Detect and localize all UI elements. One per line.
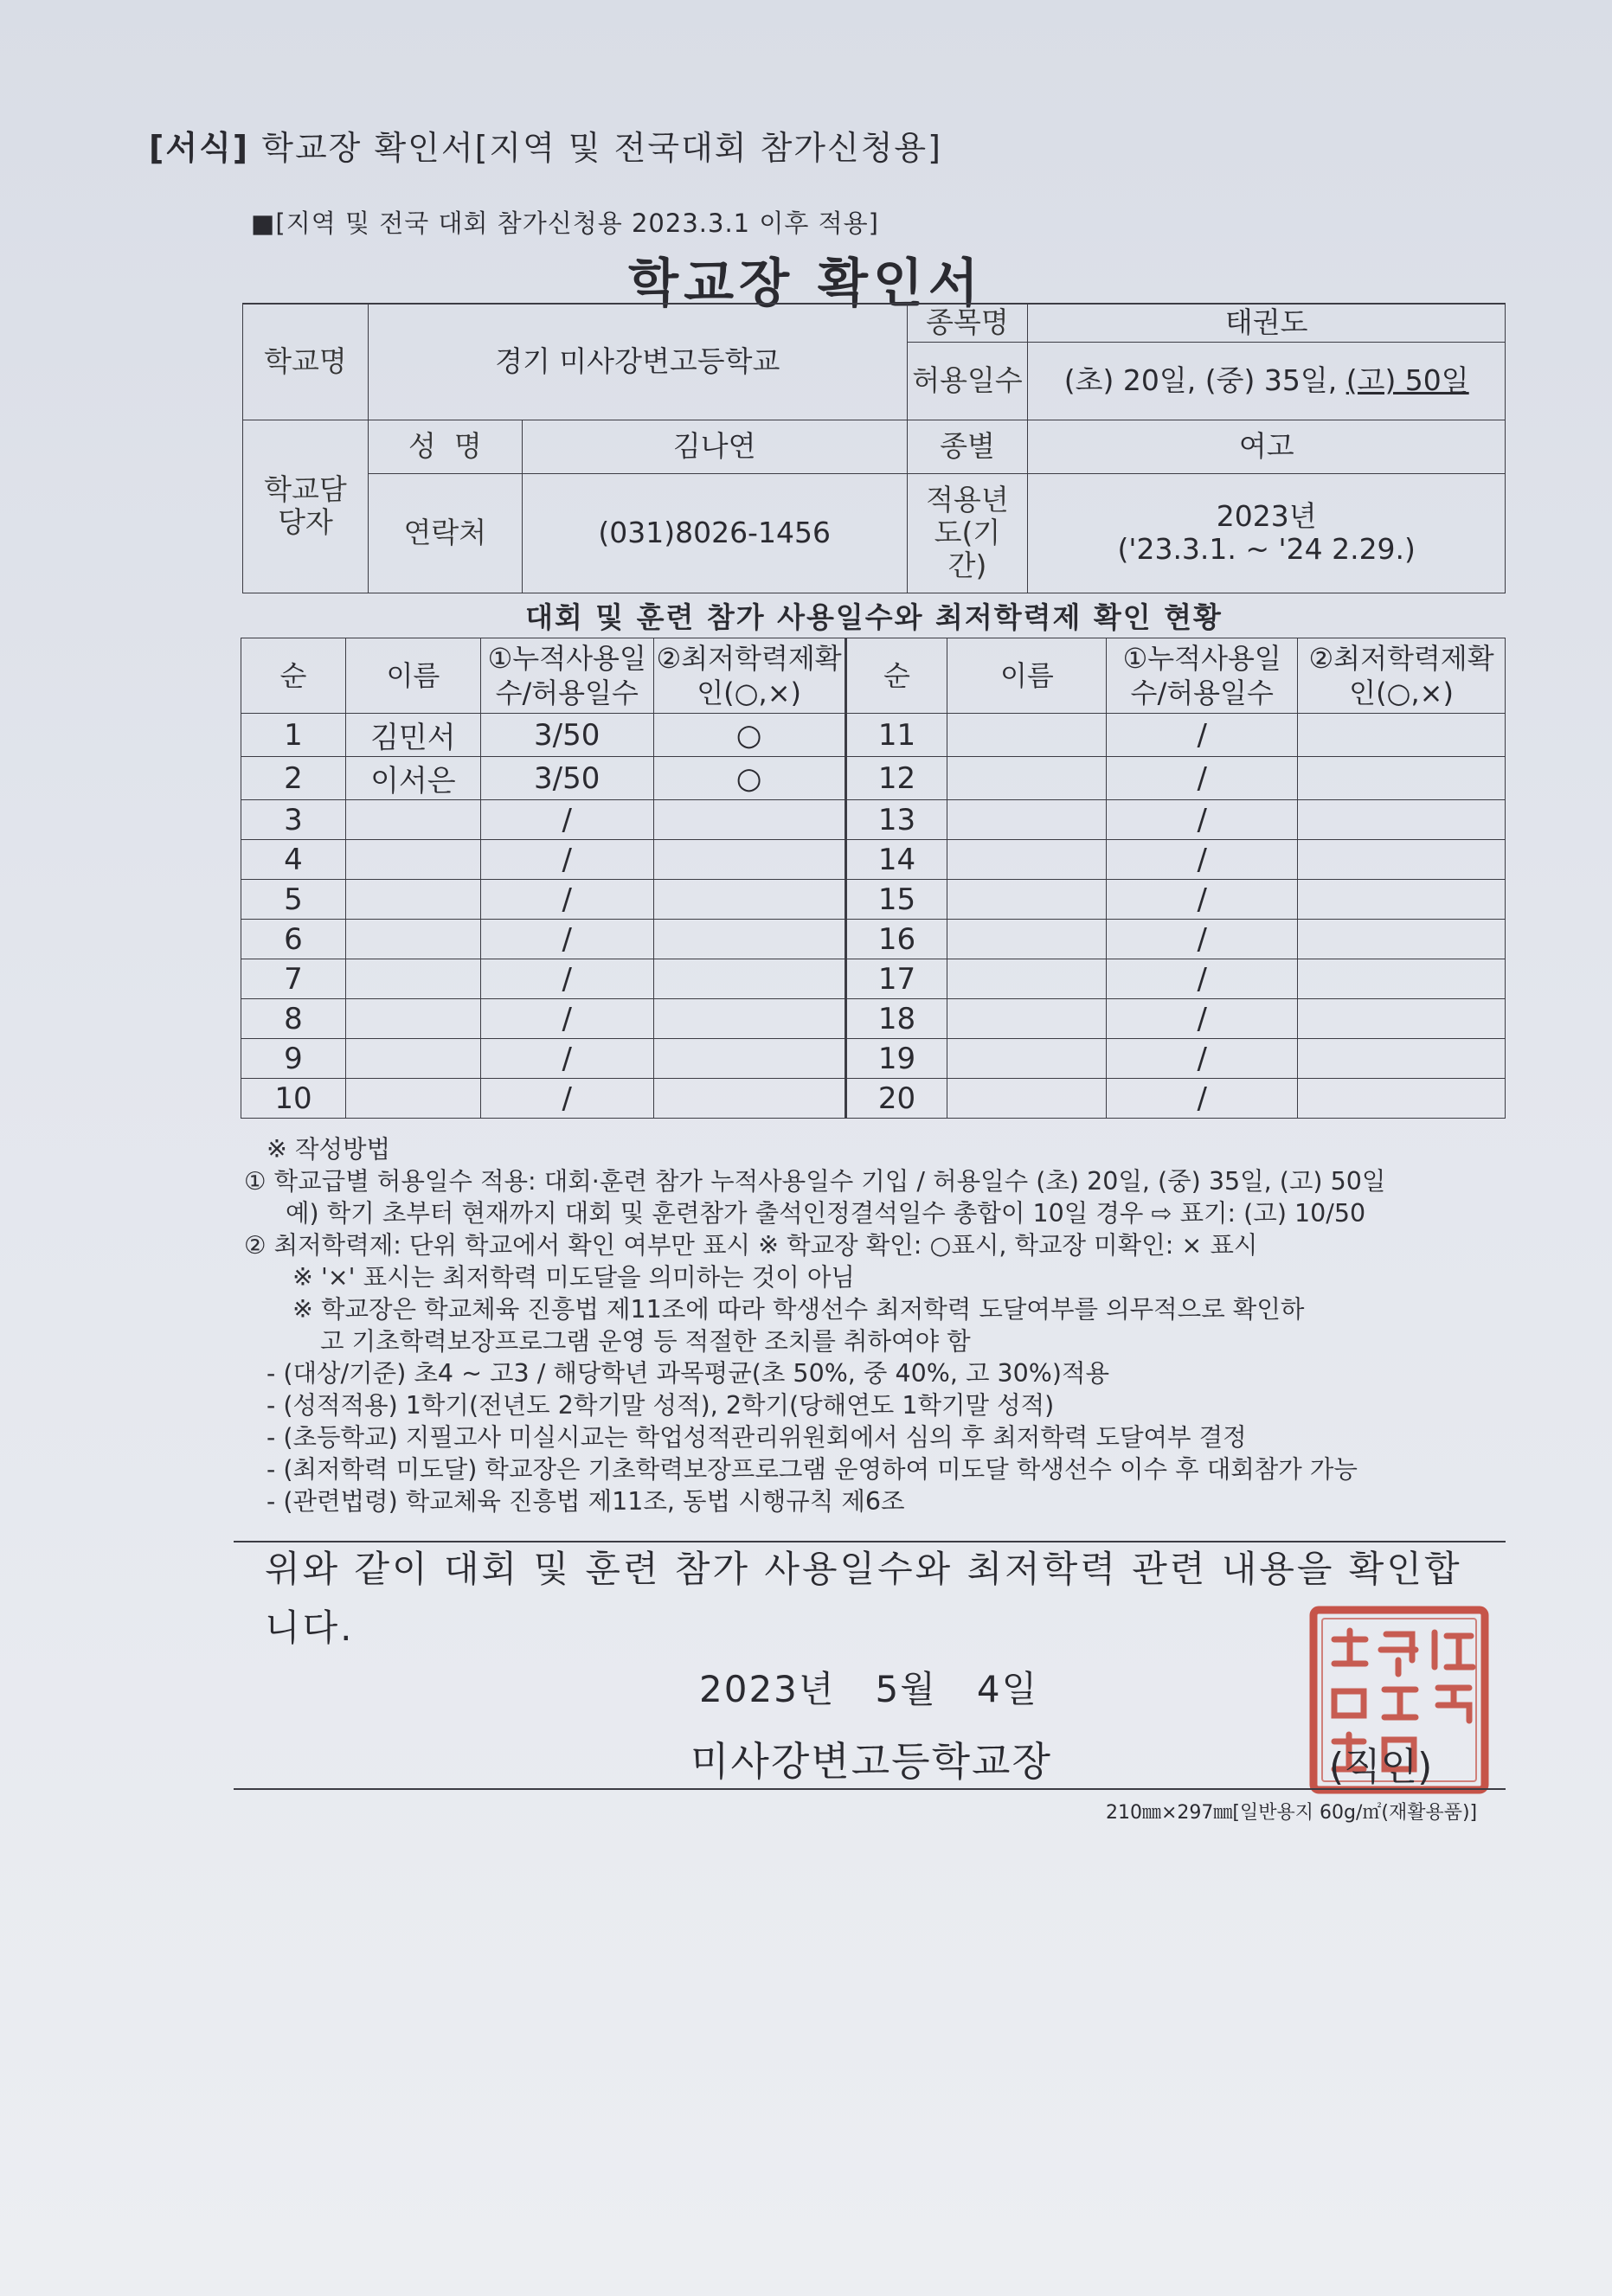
grid-cell	[653, 1039, 845, 1079]
grid-header-cell: 이름	[947, 638, 1107, 714]
year: 2023년	[1216, 499, 1317, 533]
grid-cell	[1298, 757, 1506, 800]
grid-cell	[1298, 714, 1506, 757]
grid-cell	[1298, 999, 1506, 1039]
grid-cell: 3/50	[480, 714, 653, 757]
grid-cell	[1298, 1039, 1506, 1079]
grid-row	[241, 757, 1506, 800]
grid-cell: 16	[845, 920, 947, 959]
grid-cell	[345, 959, 480, 999]
grid-cell	[653, 1079, 845, 1119]
grid-cell	[345, 880, 480, 920]
school-name-value: 경기 미사강변고등학교	[368, 304, 907, 420]
grid-cell	[947, 959, 1107, 999]
apply-note: ■[지역 및 전국 대회 참가신청용 2023.3.1 이후 적용]	[251, 208, 879, 238]
grid-cell: /	[480, 800, 653, 840]
method-line: - (초등학교) 지필고사 미실시교는 학업성적관리위원회에서 심의 후 최저학력 도달여부 결정	[267, 1423, 1247, 1452]
grid-header-cell: ①누적사용일수/허용일수	[480, 638, 653, 714]
grid-row	[241, 714, 1506, 757]
grid-header-cell: ①누적사용일수/허용일수	[1107, 638, 1298, 714]
school-name-label: 학교명	[243, 304, 369, 420]
sport-label: 종목명	[907, 304, 1028, 342]
grid-cell: /	[480, 1079, 653, 1119]
grid-cell: 이서은	[345, 757, 480, 800]
grid-cell: 1	[241, 714, 346, 757]
grid-cell	[947, 920, 1107, 959]
paper-spec-note: 210㎜×297㎜[일반용지 60g/㎡(재활용품)]	[1106, 1802, 1478, 1824]
contact-label: 연락처	[368, 473, 522, 593]
grid-cell: 10	[241, 1079, 346, 1119]
method-line: - (대상/기준) 초4 ~ 고3 / 해당학년 과목평균(초 50%, 중 40%, 고 30%)적용	[267, 1359, 1110, 1388]
grid-cell	[653, 999, 845, 1039]
header-table	[242, 303, 1506, 593]
grid-row	[241, 999, 1506, 1039]
grid-cell: 3/50	[480, 757, 653, 800]
grid-cell	[947, 1039, 1107, 1079]
form-label-bracket: [서식]	[149, 129, 250, 167]
grid-cell: /	[1107, 959, 1298, 999]
grid-row	[241, 1039, 1506, 1079]
grid-cell: 2	[241, 757, 346, 800]
method-line: 고 기초학력보장프로그램 운영 등 적절한 조치를 취하여야 함	[320, 1327, 971, 1356]
grid-header-cell: 이름	[345, 638, 480, 714]
grid-row	[241, 1079, 1506, 1119]
year-value	[1028, 473, 1506, 593]
grid-cell: /	[480, 920, 653, 959]
grid-cell: /	[1107, 1079, 1298, 1119]
grid-cell	[1298, 959, 1506, 999]
method-line: ② 최저학력제: 단위 학교에서 확인 여부만 표시 ※ 학교장 확인: ○표시, 학교장 미확인: × 표시	[244, 1231, 1258, 1260]
grid-cell: /	[1107, 999, 1298, 1039]
grid-cell	[1298, 880, 1506, 920]
grid-cell	[345, 1079, 480, 1119]
form-label	[149, 121, 942, 169]
manager-name: 김나연	[522, 420, 907, 473]
grid-cell: 3	[241, 800, 346, 840]
method-line: ※ 학교장은 학교체육 진흥법 제11조에 따라 학생선수 최저학력 도달여부를 의무적으로 확인하	[292, 1295, 1305, 1324]
grid-cell: 20	[845, 1079, 947, 1119]
manager-label: 학교담당자	[243, 420, 369, 593]
grid-cell	[947, 840, 1107, 880]
form-label-title: 학교장 확인서[지역 및 전국대회 참가신청용]	[261, 129, 942, 167]
year-label: 적용년도(기간)	[907, 473, 1028, 593]
grid-row	[241, 840, 1506, 880]
grid-cell	[345, 1039, 480, 1079]
allowed-days-value	[1028, 342, 1506, 420]
grid-cell: ○	[653, 714, 845, 757]
method-line: - (관련법령) 학교체육 진흥법 제11조, 동법 시행규칙 제6조	[267, 1487, 905, 1516]
grid-cell: 6	[241, 920, 346, 959]
document-title: 학교장 확인서	[628, 253, 984, 314]
method-line: ① 학교급별 허용일수 적용: 대회·훈련 참가 누적사용일수 기입 / 허용일수 (초) 20일, (중) 35일, (고) 50일	[244, 1167, 1386, 1196]
grid-cell: 14	[845, 840, 947, 880]
grid-cell: /	[1107, 800, 1298, 840]
issue-date: 2023년 5월 4일	[699, 1668, 1039, 1710]
grid-cell	[947, 714, 1107, 757]
allowed-days-mid: (중) 35일,	[1204, 363, 1346, 397]
grid-cell: 11	[845, 714, 947, 757]
grid-cell: 15	[845, 880, 947, 920]
participation-grid	[241, 638, 1506, 1119]
grid-cell: 17	[845, 959, 947, 999]
grid-cell: 9	[241, 1039, 346, 1079]
grid-cell	[1298, 840, 1506, 880]
grid-header-cell: 순	[241, 638, 346, 714]
method-line: 예) 학기 초부터 현재까지 대회 및 훈련참가 출석인정결석일수 총합이 10일 경우 ⇨ 표기: (고) 10/50	[286, 1199, 1366, 1228]
type-value: 여고	[1028, 420, 1506, 473]
confirmation-text: 위와 같이 대회 및 훈련 참가 사용일수와 최저학력 관련 내용을 확인합니다.	[265, 1548, 1462, 1649]
grid-cell	[345, 920, 480, 959]
grid-cell: 7	[241, 959, 346, 999]
allowed-days-high: (고) 50일	[1345, 363, 1469, 397]
grid-cell	[345, 800, 480, 840]
grid-row	[241, 959, 1506, 999]
allowed-days-label: 허용일수	[907, 342, 1028, 420]
grid-cell: 4	[241, 840, 346, 880]
grid-row	[241, 800, 1506, 840]
grid-cell: 13	[845, 800, 947, 840]
grid-cell	[653, 880, 845, 920]
method-title: ※ 작성방법	[267, 1135, 391, 1164]
grid-cell	[653, 920, 845, 959]
grid-cell: /	[1107, 714, 1298, 757]
grid-cell	[1298, 920, 1506, 959]
grid-cell: /	[1107, 880, 1298, 920]
grid-cell	[947, 999, 1107, 1039]
grid-cell: 18	[845, 999, 947, 1039]
name-label: 성 명	[368, 420, 522, 473]
contact-value: (031)8026-1456	[522, 473, 907, 593]
grid-cell: /	[1107, 920, 1298, 959]
grid-cell	[345, 999, 480, 1039]
grid-cell: /	[1107, 1039, 1298, 1079]
method-line: - (최저학력 미도달) 학교장은 기초학력보장프로그램 운영하여 미도달 학생선수 이수 후 대회참가 가능	[267, 1455, 1358, 1484]
method-line: - (성적적용) 1학기(전년도 2학기말 성적), 2학기(당해연도 1학기말 성적)	[267, 1391, 1055, 1420]
grid-cell: /	[1107, 757, 1298, 800]
grid-cell	[653, 800, 845, 840]
grid-cell: /	[1107, 840, 1298, 880]
grid-cell: /	[480, 840, 653, 880]
sport-value: 태권도	[1028, 304, 1506, 342]
grid-cell: /	[480, 880, 653, 920]
grid-cell	[947, 757, 1107, 800]
footer-divider	[234, 1788, 1506, 1790]
grid-cell	[1298, 800, 1506, 840]
grid-cell: 12	[845, 757, 947, 800]
status-title: 대회 및 훈련 참가 사용일수와 최저학력제 확인 현황	[525, 600, 1223, 634]
grid-header-cell: ②최저학력제확인(○,×)	[653, 638, 845, 714]
principal-title: 미사강변고등학교장	[690, 1738, 1052, 1785]
grid-cell: 김민서	[345, 714, 480, 757]
grid-header-cell: 순	[845, 638, 947, 714]
grid-row	[241, 880, 1506, 920]
grid-cell	[947, 800, 1107, 840]
allowed-days-elem: (초) 20일,	[1063, 363, 1205, 397]
grid-cell	[1298, 1079, 1506, 1119]
type-label: 종별	[907, 420, 1028, 473]
grid-cell: /	[480, 1039, 653, 1079]
method-line: ※ '×' 표시는 최저학력 미도달을 의미하는 것이 아님	[292, 1263, 855, 1292]
period: ('23.3.1. ~ '24 2.29.)	[1117, 532, 1416, 566]
grid-cell	[947, 880, 1107, 920]
grid-cell	[947, 1079, 1107, 1119]
grid-cell	[653, 840, 845, 880]
grid-cell: 8	[241, 999, 346, 1039]
grid-header-cell: ②최저학력제확인(○,×)	[1298, 638, 1506, 714]
grid-cell: /	[480, 959, 653, 999]
grid-cell	[345, 840, 480, 880]
seal-label: (직인)	[1329, 1745, 1433, 1789]
grid-cell: /	[480, 999, 653, 1039]
grid-cell: 19	[845, 1039, 947, 1079]
grid-cell: 5	[241, 880, 346, 920]
grid-row	[241, 920, 1506, 959]
writing-method	[244, 1133, 1507, 1517]
grid-cell	[653, 959, 845, 999]
grid-cell: ○	[653, 757, 845, 800]
